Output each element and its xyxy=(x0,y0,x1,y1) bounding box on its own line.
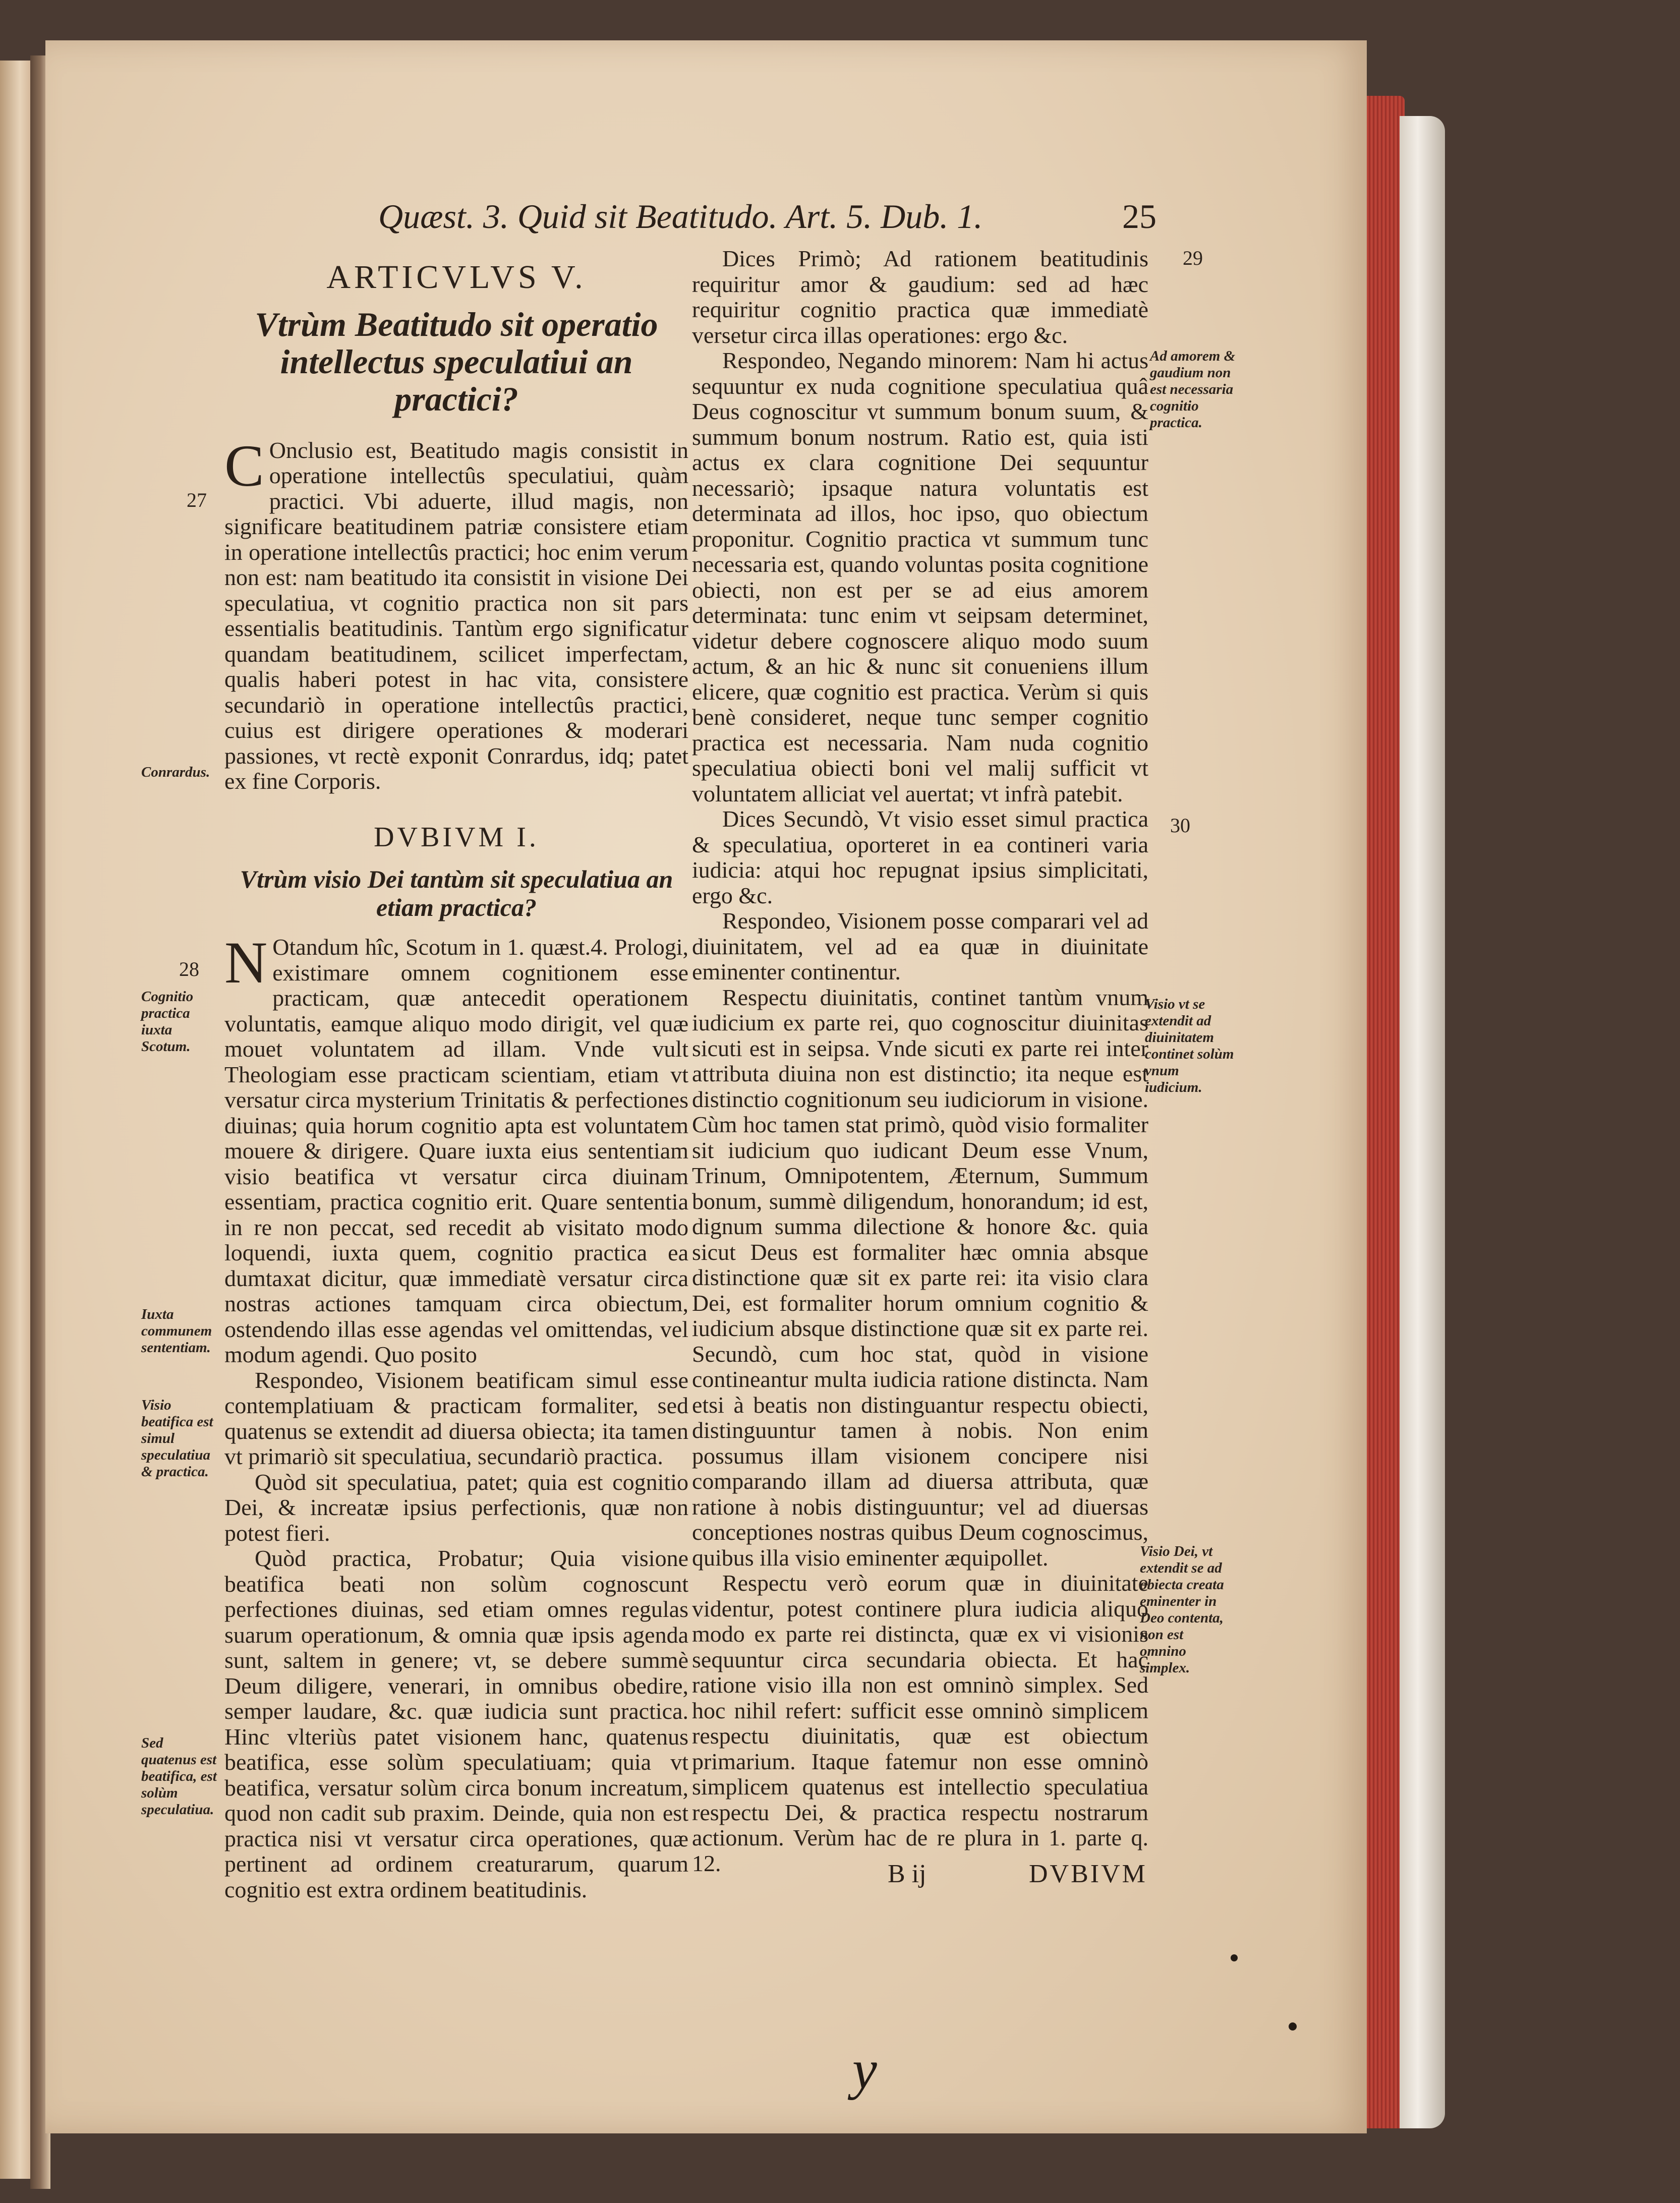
paragraph: Dices Secundò, Vt visio esset simul practica & speculatiua, oporteret in ea contineri varia iudicia: atqui hoc repugnat ipsius simplicitati, ergo &c. xyxy=(692,806,1148,908)
right-column xyxy=(692,246,1148,1876)
article-title: ARTICVLVS V. xyxy=(326,259,587,296)
margin-number: 27 xyxy=(187,489,207,511)
margin-note: Iuxta communem sententiam. xyxy=(141,1306,212,1356)
handwritten-mark: y xyxy=(852,2039,877,2100)
book-cover-edge xyxy=(1400,116,1445,2128)
paragraph: Respondeo, Visionem beatificam simul esse contemplatiuam & practicam formaliter, sed quatenus se extendit ad diuersa obiecta; ita tamen vt primariò sit speculatiua, secundariò practica. xyxy=(224,1367,688,1469)
left-column xyxy=(224,260,688,1902)
margin-number: 30 xyxy=(1170,814,1190,837)
paragraph: Respectu verò eorum quæ in diuinitate videntur, potest continere plura iudicia aliquo modo ex parte rei distincta, quæ ex vi visionis sequuntur circa secundaria obiecta. Et hac ratione visio illa non est omninò simplex. Sed hoc nihil refert: sufficit esse omninò simplicem respectu diuinitatis, quæ est obiectum primarium. Itaque fatemur non esse omninò simplicem quatenus est intellectio speculatiua respectu Dei, & practica respectu nostrarum actionum. Verùm hac de re plura in 1. parte q. 12. xyxy=(692,1570,1148,1876)
paragraph: Quòd sit speculatiua, patet; quia est cognitio Dei, & increatæ ipsius perfectionis, quæ non potest fieri. xyxy=(224,1469,688,1546)
conclusion-paragraph xyxy=(224,432,688,794)
drop-cap: N xyxy=(224,930,268,996)
running-title: Quæst. 3. Quid sit Beatitudo. Art. 5. Dub. 1. xyxy=(378,197,983,236)
margin-note: Sed quatenus est beatifica, est solùm speculatiua. xyxy=(141,1735,217,1818)
margin-note: Cognitio practica iuxta Scotum. xyxy=(141,989,194,1055)
red-page-edges xyxy=(1362,96,1405,2128)
margin-note: Ad amorem & gaudium non est necessaria cognitio practica. xyxy=(1150,348,1236,431)
margin-note: Visio Dei, vt extendit se ad obiecta creata eminenter in Deo contenta, non est omnino simplex. xyxy=(1140,1543,1224,1676)
dubium-question: Vtrùm visio Dei tantùm sit speculatiua an etiam practica? xyxy=(240,865,673,921)
paragraph: Respectu diuinitatis, continet tantùm vnum iudicium ex parte rei, quo cognoscitur diuinitas sicuti est in seipsa. Vnde sicuti ex parte rei inter attributa diuina non est distinctio; ita neque est distinctio cognitionum seu iudiciorum in visione. Cùm hoc tamen stat primò, quòd visio formaliter sit iudicium quo iudicant Deum esse Vnum, Trinum, Omnipotentem, Æternum, Summum bonum, summè diligendum, honorandum; id est, dignum summa dilectione & honore &c. quia sicut Deus est formaliter hæc omnia absque distinctione quæ sit ex parte rei: ita visio clara Dei, est formaliter horum omnium cognitio & iudicium absque distinctione quæ sit ex parte rei. Secundò, cum hoc stat, quòd in visione contineantur multa iudicia ratione distincta. Nam etsi à beatis non distinguantur respectu obiecti, distinguuntur tamen à nobis. Non enim possumus illam visionem concipere nisi comparando illam ad diuersa attributa, quæ ratione à nobis distinguuntur; vel ad diuersas conceptiones nostras quibus Deum cognoscimus, quibus illa visio eminenter æquipollet. xyxy=(692,984,1148,1571)
signature-mark: B ij xyxy=(888,1860,926,1888)
drop-cap: C xyxy=(224,432,264,499)
ink-dot xyxy=(1231,1954,1238,1961)
dubium-title: DVBIVM I. xyxy=(374,821,539,853)
catchword: DVBIVM xyxy=(1029,1860,1147,1888)
page-number: 25 xyxy=(1122,197,1156,236)
margin-number: 29 xyxy=(1183,247,1203,269)
paragraph: Quòd practica, Probatur; Quia visione beatifica beati non solùm cognoscunt perfectiones diuinas, sed etiam omnes regulas suarum operationum, & omnia quæ ipsis agenda sunt, saltem in genere; vt, se debere summè Deum diligere, venerari, in omnibus obedire, semper laudare, &c. quæ iudicia sunt practica. Hinc vlteriùs patet visionem hanc, quatenus beatifica, esse solùm speculatiuam; quia vt beatifica, versatur solùm circa bonum increatum, quod non cadit sub praxim. Deinde, quia non est practica nisi vt versatur circa operationes, quæ pertinent ad ordinem creaturarum, quarum cognitio est extra ordinem beatitudinis. xyxy=(224,1545,688,1902)
article-question: Vtrùm Beatitudo sit operatio intellectus speculatiui an practici? xyxy=(255,305,658,418)
margin-number: 28 xyxy=(179,958,199,980)
conclusion-text: Onclusio est, Beatitudo magis consistit in operatione intellectûs speculatiui, quàm practici. Vbi aduerte, illud magis, non significare beatitudinem patriæ consistere etiam in operatione intellectûs practici; hoc enim verum non est: nam beatitudo ita consistit in visione Dei speculatiua, vt cognitio practica non sit pars essentialis beatitudinis. Tantùm ergo significatur quandam beatitudinem, scilicet imperfectam, qualis haberi potest in hac vita, consistere secundariò in operatione intellectûs practici, cuius est dirigere operationes & moderari passiones, vt rectè exponit Conrardus, idq; patet ex fine Corporis. xyxy=(224,437,688,794)
paragraph: Respondeo, Negando minorem: Nam hi actus sequuntur ex nuda cognitione speculatiua quâ Deus cognoscitur vt summum bonum suum, & summum bonum nostrum. Ratio est, quia isti actus ex clara cognitione Dei sequuntur necessariò; ipsaque natura voluntatis est determinata ad illos, hoc ipso, quo obiectum proponitur. Cognitio practica vt summum tunc necessaria est, quando voluntas posita cognitione obiecti, non est per se ad eius amorem determinata: tunc enim vt seipsam determinet, videtur debere cognoscere aliquo modo suum actum, & an hic & nunc sit conueniens illum elicere, quæ cognitio est practica. Verùm si quis benè consideret, neque tunc semper cognitio practica est necessaria. Nam nuda cognitio speculatiua obiecti boni vel malij sufficit vt voluntatem alliciat vel auertat; vt infrà patebit. xyxy=(692,347,1148,806)
margin-note: Visio beatifica est simul speculatiua & practica. xyxy=(141,1397,213,1480)
notandum-text: Otandum hîc, Scotum in 1. quæst.4. Prologi, existimare omnem cognitionem esse practicam, quæ antecedit operationem voluntatis, eamque aliquo modo dirigit, vel quæ mouet voluntatem ad illam. Vnde vult Theologiam esse practicam scientiam, etiam vt versatur circa mysterium Trinitatis & perfectiones diuinas; quia horum cognitio apta est voluntatem mouere & dirigere. Quare iuxta eius sententiam visio beatifica vt versatur circa diuinam essentiam, practica cognitio erit. Quare sententia in re non peccat, sed recedit ab visitato modo loquendi, iuxta quem, cognitio practica ea dumtaxat dicitur, quæ immediatè versatur circa nostras actiones tamquam circa obiectum, ostendendo illas esse agendas vel omittendas, vel modum agendi. Quo posito xyxy=(224,934,688,1367)
notandum-paragraph xyxy=(224,930,688,1368)
margin-note: Visio vt se extendit ad diuinitatem continet solùm vnum iudicium. xyxy=(1145,996,1234,1095)
paragraph: Respondeo, Visionem posse comparari vel ad diuinitatem, vel ad ea quæ in diuinitate eminenter continentur. xyxy=(692,908,1148,984)
ink-dot xyxy=(1289,2022,1297,2031)
paragraph: Dices Primò; Ad rationem beatitudinis requiritur amor & gaudium: sed ad hæc requiritur cognitio practica quæ immediatè versetur circa illas operationes: ergo &c. xyxy=(692,246,1148,348)
margin-note: Conrardus. xyxy=(141,764,210,780)
